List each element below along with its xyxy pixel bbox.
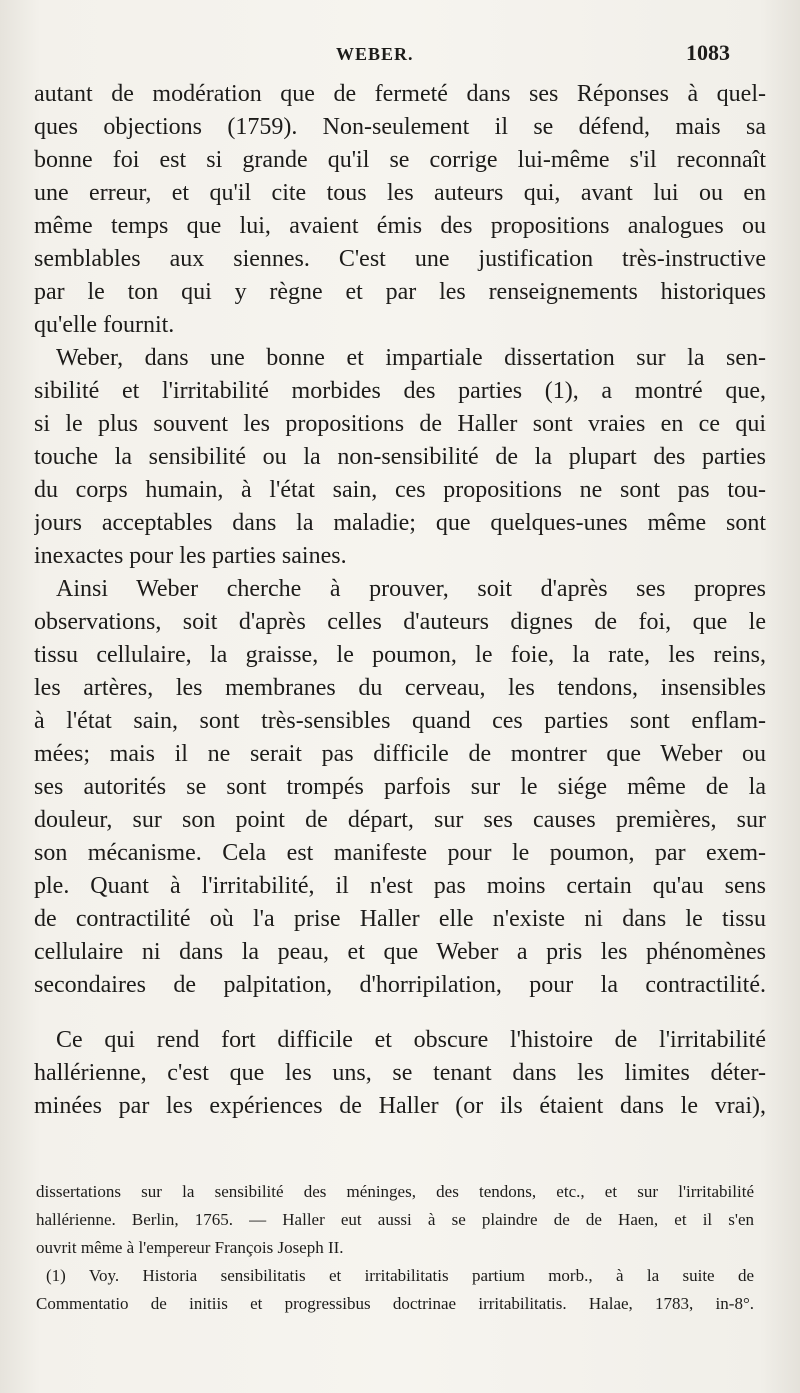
text-line: sibilité et l'irritabilité morbides des parties (1), a montré que, bbox=[34, 378, 766, 404]
text-line: observations, soit d'après celles d'auteurs dignes de foi, que le bbox=[34, 609, 766, 635]
footnote-line: ouvrit même à l'empereur François Joseph II. bbox=[36, 1238, 344, 1257]
text-line: une erreur, et qu'il cite tous les auteurs qui, avant lui ou en bbox=[34, 180, 766, 206]
text-line: Weber, dans une bonne et impartiale dissertation sur la sen- bbox=[56, 345, 766, 371]
text-line: par le ton qui y règne et par les renseignements historiques bbox=[34, 279, 766, 305]
text-line: ques objections (1759). Non-seulement il se défend, mais sa bbox=[34, 114, 766, 140]
text-line: si le plus souvent les propositions de Haller sont vraies en ce qui bbox=[34, 411, 766, 437]
page-number: 1083 bbox=[686, 40, 730, 65]
text-line: minées par les expériences de Haller (or ils étaient dans le vrai), bbox=[34, 1093, 766, 1119]
text-line: douleur, sur son point de départ, sur ses causes premières, sur bbox=[34, 807, 766, 833]
text-line: hallérienne, c'est que les uns, se tenant dans les limites déter- bbox=[34, 1060, 766, 1086]
paragraph-gap bbox=[34, 1002, 766, 1024]
text-line: qu'elle fournit. bbox=[34, 312, 175, 338]
text-line: autant de modération que de fermeté dans ses Réponses à quel- bbox=[34, 81, 766, 107]
footnote-line: hallérienne. Berlin, 1765. — Haller eut aussi à se plaindre de de Haen, et il s'en bbox=[36, 1210, 754, 1229]
text-line: cellulaire ni dans la peau, et que Weber a pris les phénomènes bbox=[34, 939, 766, 965]
running-head bbox=[0, 40, 800, 74]
text-line: semblables aux siennes. C'est une justification très-instructive bbox=[34, 246, 766, 272]
text-line: bonne foi est si grande qu'il se corrige lui-même s'il reconnaît bbox=[34, 147, 766, 173]
footnote-line: (1) Voy. Historia sensibilitatis et irritabilitatis partium morb., à la suite de bbox=[46, 1266, 754, 1285]
running-title: WEBER. bbox=[336, 44, 414, 64]
text-line: à l'état sain, sont très-sensibles quand ces parties sont enflam- bbox=[34, 708, 766, 734]
text-line: mées; mais il ne serait pas difficile de montrer que Weber ou bbox=[34, 741, 766, 767]
main-text bbox=[34, 78, 766, 1123]
text-line: même temps que lui, avaient émis des propositions analogues ou bbox=[34, 213, 766, 239]
text-line: Ainsi Weber cherche à prouver, soit d'après ses propres bbox=[56, 576, 766, 602]
text-line: tissu cellulaire, la graisse, le poumon, le foie, la rate, les reins, bbox=[34, 642, 766, 668]
text-line: les artères, les membranes du cerveau, les tendons, insensibles bbox=[34, 675, 766, 701]
footnote-line: dissertations sur la sensibilité des méninges, des tendons, etc., et sur l'irritabilité bbox=[36, 1182, 754, 1201]
text-line: ses autorités se sont trompés parfois sur le siége même de la bbox=[34, 774, 766, 800]
text-line: inexactes pour les parties saines. bbox=[34, 543, 347, 569]
text-line: touche la sensibilité ou la non-sensibilité de la plupart des parties bbox=[34, 444, 766, 470]
text-line: son mécanisme. Cela est manifeste pour le poumon, par exem- bbox=[34, 840, 766, 866]
text-line: de contractilité où l'a prise Haller elle n'existe ni dans le tissu bbox=[34, 906, 766, 932]
text-line: Ce qui rend fort difficile et obscure l'histoire de l'irritabilité bbox=[56, 1027, 766, 1053]
footnotes bbox=[36, 1178, 754, 1318]
footnote-line: Commentatio de initiis et progressibus doctrinae irritabilitatis. Halae, 1783, in-8°. bbox=[36, 1294, 754, 1313]
text-line: ple. Quant à l'irritabilité, il n'est pas moins certain qu'au sens bbox=[34, 873, 766, 899]
text-line: du corps humain, à l'état sain, ces propositions ne sont pas tou- bbox=[34, 477, 766, 503]
text-line: jours acceptables dans la maladie; que quelques-unes même sont bbox=[34, 510, 766, 536]
text-line: secondaires de palpitation, d'horripilation, pour la contractilité. bbox=[34, 972, 766, 998]
